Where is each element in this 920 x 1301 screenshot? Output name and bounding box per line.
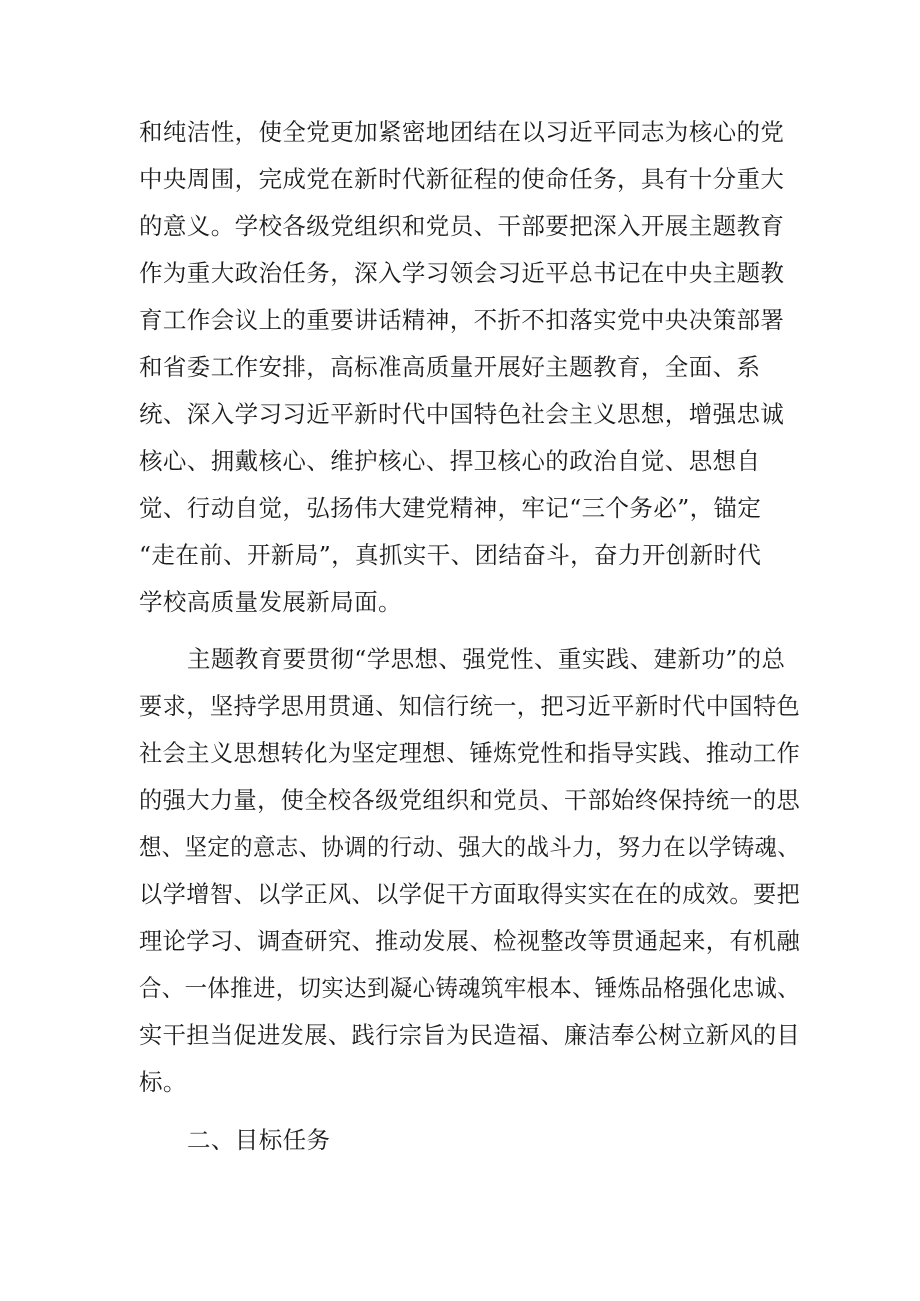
paragraph-line: 实干担当促进发展、践行宗旨为民造福、廉洁奉公树立新风的目 [139,1021,801,1049]
paragraph-line: 统、深入学习习近平新时代中国特色社会主义思想，增强忠诚 [139,400,785,428]
paragraph-line: 主题教育要贯彻“学思想、强党性、重实践、建新功”的总 [187,645,786,673]
paragraph-line: 合、一体推进，切实达到凝心铸魂筑牢根本、锤炼品格强化忠诚、 [139,974,801,1002]
paragraph-line: 的强大力量，使全校各级党组织和党员、干部始终保持统一的思 [139,786,801,814]
paragraph-line: 核心、拥戴核心、维护核心、捍卫核心的政治自觉、思想自 [139,447,761,475]
paragraph-line: “走在前、开新局”，真抓实干、团结奋斗，奋力开创新时代 [139,541,762,569]
paragraph-line: 觉、行动自觉，弘扬伟大建党精神，牢记“三个务必”，锚定 [139,494,762,522]
paragraph-line: 和省委工作安排，高标准高质量开展好主题教育，全面、系 [139,353,761,381]
paragraph-line: 学校高质量发展新局面。 [139,588,402,616]
paragraph-line: 社会主义思想转化为坚定理想、锤炼党性和指导实践、推动工作 [139,739,801,767]
paragraph-line: 要求，坚持学思用贯通、知信行统一，把习近平新时代中国特色 [139,692,801,720]
paragraph-line: 以学增智、以学正风、以学促干方面取得实实在在的成效。要把 [139,880,801,908]
paragraph-line: 作为重大政治任务，深入学习领会习近平总书记在中央主题教 [139,259,785,287]
paragraph-line: 理论学习、调查研究、推动发展、检视整改等贯通起来，有机融 [139,927,801,955]
section-heading: 二、目标任务 [187,1126,331,1154]
paragraph-line: 标。 [139,1068,187,1096]
paragraph-line: 的意义。学校各级党组织和党员、干部要把深入开展主题教育 [139,212,785,240]
paragraph-line: 和纯洁性，使全党更加紧密地团结在以习近平同志为核心的党 [139,118,785,146]
paragraph-line: 想、坚定的意志、协调的行动、强大的战斗力，努力在以学铸魂、 [139,833,801,861]
paragraph-line: 中央周围，完成党在新时代新征程的使命任务，具有十分重大 [139,165,785,193]
paragraph-line: 育工作会议上的重要讲话精神，不折不扣落实党中央决策部署 [139,306,785,334]
